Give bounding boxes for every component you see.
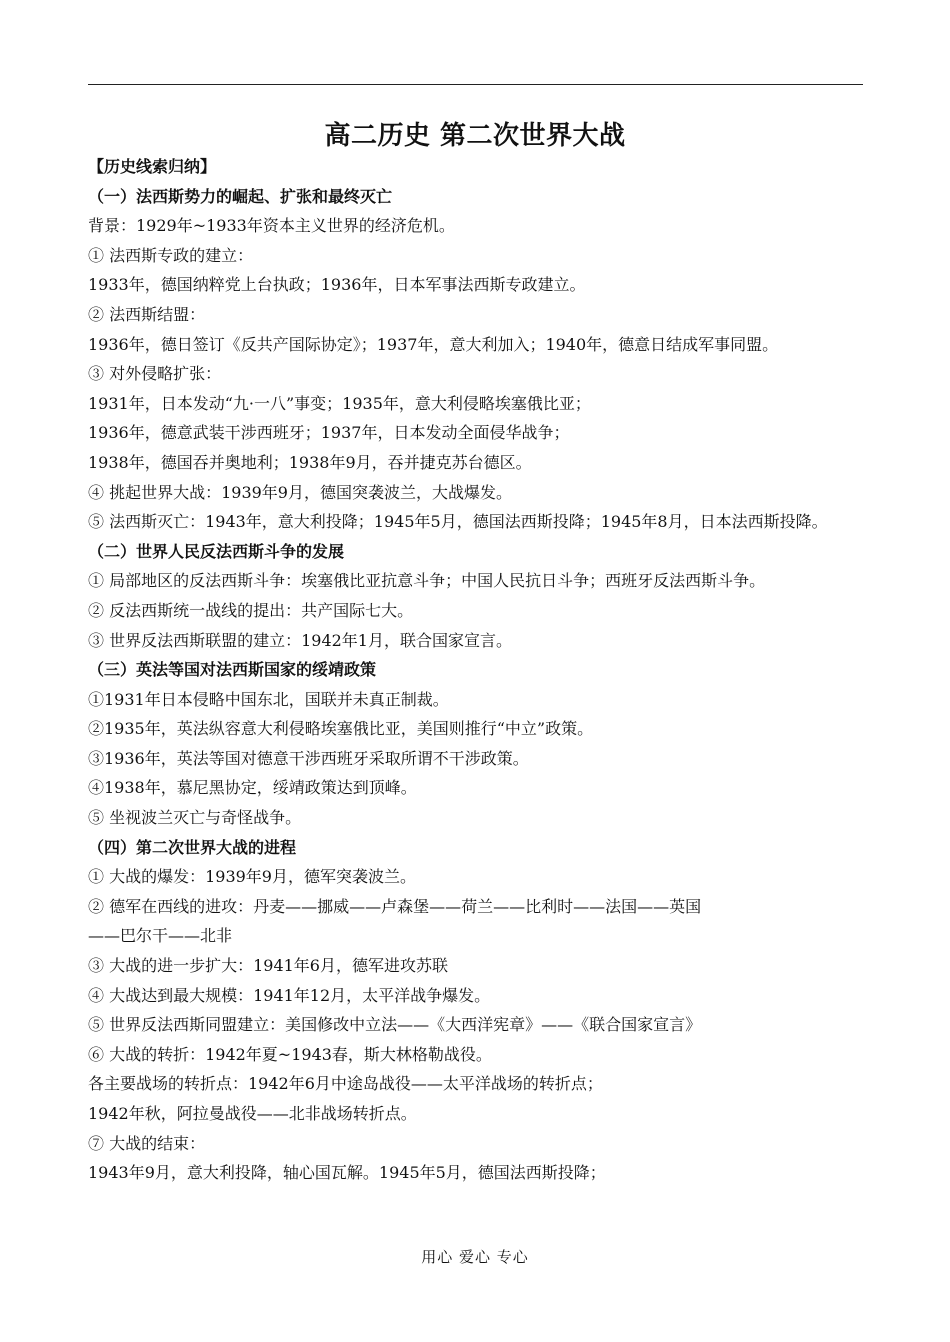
text-line: ⑦ 大战的结束：	[88, 1133, 206, 1153]
document-body	[88, 152, 868, 1188]
section-heading: （三）英法等国对法西斯国家的绥靖政策	[88, 660, 377, 680]
text-line: 各主要战场的转折点：1942年6月中途岛战役——太平洋战场的转折点；	[88, 1074, 603, 1094]
text-line: ①1931年日本侵略中国东北，国联并未真正制裁。	[88, 689, 449, 709]
text-line: ⑤ 法西斯灭亡：1943年，意大利投降；1945年5月，德国法西斯投降；1945年8月，日本法西斯投降。	[88, 512, 828, 532]
header-rule	[88, 84, 863, 85]
text-line: 背景：1929年~1933年资本主义世界的经济危机。	[88, 216, 455, 236]
text-line: 1936年，德意武装干涉西班牙；1937年，日本发动全面侵华战争；	[88, 423, 570, 443]
text-line: ③1936年，英法等国对德意干涉西班牙采取所谓不干涉政策。	[88, 748, 529, 768]
text-line: ⑥ 大战的转折：1942年夏~1943春，斯大林格勒战役。	[88, 1044, 492, 1064]
text-line: ②1935年，英法纵容意大利侵略埃塞俄比亚，美国则推行“中立”政策。	[88, 719, 594, 739]
text-line: ④ 大战达到最大规模：1941年12月，太平洋战争爆发。	[88, 985, 491, 1005]
text-line: ③ 对外侵略扩张：	[88, 364, 222, 384]
section-heading: （四）第二次世界大战的进程	[88, 837, 297, 857]
text-line: 1936年，德日签订《反共产国际协定》；1937年，意大利加入；1940年，德意日结成军事同盟。	[88, 334, 779, 354]
text-line: ② 法西斯结盟：	[88, 304, 206, 324]
text-line: ④1938年，慕尼黑协定，绥靖政策达到顶峰。	[88, 778, 417, 798]
text-line: 1933年，德国纳粹党上台执政；1936年，日本军事法西斯专政建立。	[88, 275, 586, 295]
text-line: 1938年，德国吞并奥地利；1938年9月，吞并捷克苏台德区。	[88, 452, 532, 472]
section-heading: （一）法西斯势力的崛起、扩张和最终灭亡	[88, 186, 393, 206]
text-line: ② 德军在西线的进攻：丹麦——挪威——卢森堡——荷兰——比利时——法国——英国	[88, 896, 702, 916]
text-line: ① 局部地区的反法西斯斗争：埃塞俄比亚抗意斗争；中国人民抗日斗争；西班牙反法西斯斗争。	[88, 571, 766, 591]
text-line: ③ 世界反法西斯联盟的建立：1942年1月，联合国家宣言。	[88, 630, 512, 650]
section-heading: （二）世界人民反法西斯斗争的发展	[88, 541, 345, 561]
text-line: ② 反法西斯统一战线的提出：共产国际七大。	[88, 600, 414, 620]
page-footer: 用心 爱心 专心	[421, 1248, 529, 1266]
text-line: ——巴尔干——北非	[88, 926, 233, 946]
text-line: ③ 大战的进一步扩大：1941年6月，德军进攻苏联	[88, 956, 448, 976]
page-title: 高二历史 第二次世界大战	[324, 121, 626, 151]
section-heading: 【历史线索归纳】	[88, 157, 217, 176]
text-line: ④ 挑起世界大战：1939年9月，德国突袭波兰，大战爆发。	[88, 482, 512, 502]
text-line: ① 大战的爆发：1939年9月，德军突袭波兰。	[88, 867, 416, 887]
text-line: 1931年，日本发动“九·一八”事变；1935年，意大利侵略埃塞俄比亚；	[88, 393, 591, 413]
text-line: 1943年9月，意大利投降，轴心国瓦解。1945年5月，德国法西斯投降；	[88, 1163, 606, 1183]
text-line: ⑤ 世界反法西斯同盟建立：美国修改中立法——《大西洋宪章》——《联合国家宣言》	[88, 1015, 702, 1035]
text-line: 1942年秋，阿拉曼战役——北非战场转折点。	[88, 1104, 417, 1123]
text-line: ① 法西斯专政的建立：	[88, 245, 254, 265]
text-line: ⑤ 坐视波兰灭亡与奇怪战争。	[88, 808, 302, 828]
